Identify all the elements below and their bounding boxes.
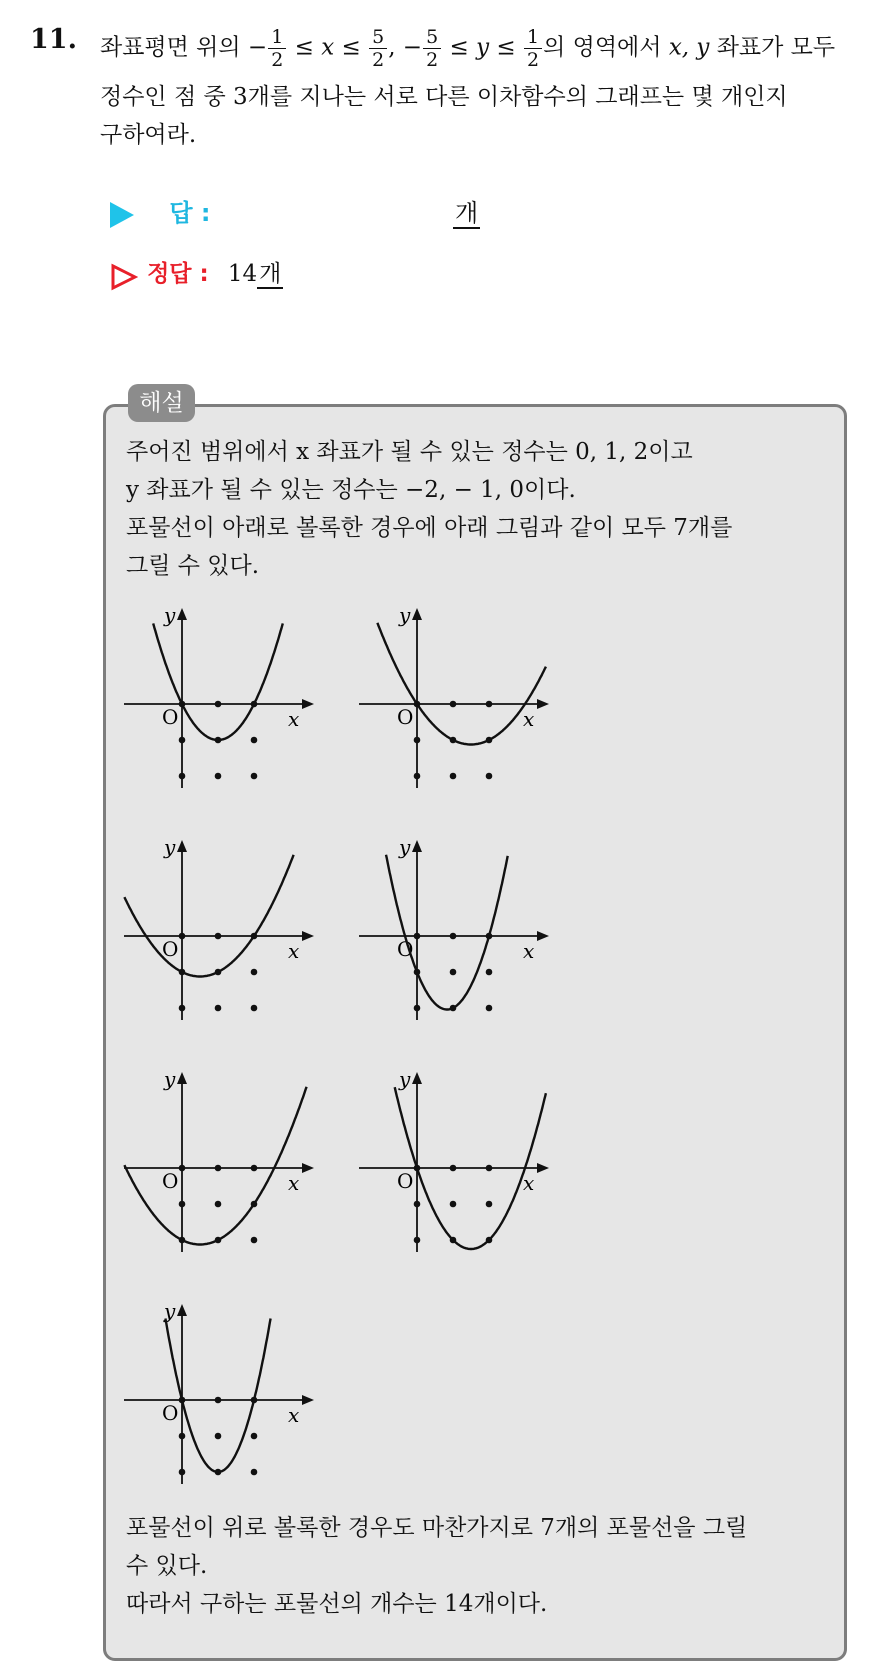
parabola-graph-4 — [355, 828, 575, 1028]
lattice-point — [450, 773, 457, 780]
y-axis-label: y — [399, 1067, 411, 1091]
lattice-point — [251, 1005, 258, 1012]
lattice-point — [179, 1433, 186, 1440]
x-axis-label: x — [288, 1171, 300, 1195]
answer-label: 답 : — [169, 199, 211, 227]
fraction-4: $\frac{1}{2}$ — [524, 26, 542, 71]
lattice-point — [215, 1005, 222, 1012]
solution-tab: 해설 — [128, 384, 195, 422]
parabola-graph-2 — [355, 596, 575, 796]
question-line-1: 좌표평면 위의 − $\frac{1}{2}$ ≤ x ≤ $\frac{5}{2}$ , − $\frac{5}{2}$ ≤ y ≤ $\frac{1}{2}$ 의 영역에서 x, y 좌표가 모두 — [100, 26, 836, 71]
y-axis-arrow — [412, 840, 422, 852]
lattice-point — [414, 773, 421, 780]
lattice-point — [414, 933, 421, 940]
fraction-1: $\frac{1}{2}$ — [268, 26, 286, 71]
y-axis-label: y — [164, 1299, 176, 1323]
solution-line-1: 주어진 범위에서 x 좌표가 될 수 있는 정수는 0, 1, 2이고 — [126, 439, 693, 465]
lattice-point — [486, 1005, 493, 1012]
lattice-point — [251, 1165, 258, 1172]
origin-label: O — [162, 1169, 179, 1193]
answer-row — [110, 193, 210, 228]
outline-play-icon — [110, 263, 138, 291]
x-axis-arrow — [302, 699, 314, 709]
lattice-point — [450, 701, 457, 708]
lattice-point — [179, 1005, 186, 1012]
x-axis-label: x — [288, 707, 300, 731]
x-axis-arrow — [537, 1163, 549, 1173]
solution-line-5: 포물선이 위로 볼록한 경우도 마찬가지로 7개의 포물선을 그릴 — [126, 1515, 748, 1541]
lattice-point — [414, 1237, 421, 1244]
solution-line-4: 그릴 수 있다. — [126, 553, 260, 579]
lattice-point — [486, 701, 493, 708]
lattice-point — [414, 1005, 421, 1012]
lattice-point — [251, 1237, 258, 1244]
solution-line-7: 따라서 구하는 포물선의 개수는 14개이다. — [126, 1591, 548, 1617]
question-line-3: 구하여라. — [100, 122, 197, 148]
lattice-point — [251, 773, 258, 780]
y-axis-arrow — [177, 1304, 187, 1316]
x-axis-label: x — [523, 1171, 535, 1195]
lattice-point — [179, 1165, 186, 1172]
y-axis-label: y — [164, 835, 176, 859]
play-icon — [110, 202, 134, 228]
lattice-point — [215, 1165, 222, 1172]
lattice-point — [215, 933, 222, 940]
lattice-point — [215, 1201, 222, 1208]
lattice-point — [414, 1201, 421, 1208]
lattice-point — [215, 1397, 222, 1404]
x-axis-arrow — [302, 1395, 314, 1405]
y-axis-label: y — [399, 603, 411, 627]
origin-label: O — [162, 1401, 179, 1425]
answer-blank[interactable] — [453, 193, 480, 228]
parabola-curve — [124, 855, 293, 977]
question-line-2: 정수인 점 중 3개를 지나는 서로 다른 이차함수의 그래프는 몇 개인지 — [100, 84, 788, 110]
y-axis-arrow — [177, 608, 187, 620]
parabola-graph-5 — [120, 1060, 340, 1260]
fraction-3: $\frac{5}{2}$ — [423, 26, 441, 71]
y-axis-arrow — [177, 840, 187, 852]
parabola-curve — [124, 1087, 306, 1245]
lattice-point — [179, 933, 186, 940]
lattice-point — [414, 737, 421, 744]
lattice-point — [251, 1469, 258, 1476]
origin-label: O — [397, 1169, 414, 1193]
y-axis-arrow — [412, 1072, 422, 1084]
lattice-point — [450, 933, 457, 940]
lattice-point — [486, 773, 493, 780]
lattice-point — [450, 969, 457, 976]
parabola-graph-3 — [120, 828, 340, 1028]
lattice-point — [215, 773, 222, 780]
correct-value: 14 — [227, 261, 258, 287]
x-axis-arrow — [537, 699, 549, 709]
question-number: 11. — [30, 24, 77, 55]
solution-line-3: 포물선이 아래로 볼록한 경우에 아래 그림과 같이 모두 7개를 — [126, 515, 733, 541]
parabola-graph-7 — [120, 1292, 340, 1492]
x-axis-arrow — [537, 931, 549, 941]
x-axis-arrow — [302, 931, 314, 941]
x-axis-arrow — [302, 1163, 314, 1173]
lattice-point — [179, 737, 186, 744]
fraction-2: $\frac{5}{2}$ — [369, 26, 387, 71]
y-axis-arrow — [412, 608, 422, 620]
x-axis-label: x — [288, 1403, 300, 1427]
x-axis-label: x — [523, 939, 535, 963]
origin-label: O — [162, 937, 179, 961]
solution-line-6: 수 있다. — [126, 1553, 208, 1579]
y-axis-label: y — [164, 1067, 176, 1091]
lattice-point — [179, 773, 186, 780]
lattice-point — [251, 1433, 258, 1440]
lattice-point — [251, 969, 258, 976]
parabola-curve — [386, 855, 508, 1010]
y-axis-label: y — [399, 835, 411, 859]
lattice-point — [450, 1201, 457, 1208]
solution-line-2: y 좌표가 될 수 있는 정수는 −2, − 1, 0이다. — [126, 477, 576, 503]
lattice-point — [486, 1201, 493, 1208]
question-text-a: 좌표평면 위의 − — [100, 34, 268, 61]
correct-label: 정답 : — [147, 261, 209, 287]
lattice-point — [486, 1165, 493, 1172]
lattice-point — [215, 1433, 222, 1440]
lattice-point — [179, 1201, 186, 1208]
parabola-graph-6 — [355, 1060, 575, 1260]
lattice-point — [215, 701, 222, 708]
lattice-point — [450, 1165, 457, 1172]
y-axis-arrow — [177, 1072, 187, 1084]
lattice-point — [486, 969, 493, 976]
y-axis-label: y — [164, 603, 176, 627]
answer-unit: 개 — [455, 199, 479, 227]
x-axis-label: x — [288, 939, 300, 963]
correct-answer-row — [110, 255, 283, 291]
lattice-point — [251, 737, 258, 744]
origin-label: O — [397, 705, 414, 729]
x-axis-label: x — [523, 707, 535, 731]
origin-label: O — [397, 937, 414, 961]
parabola-graph-1 — [120, 596, 340, 796]
origin-label: O — [162, 705, 179, 729]
lattice-point — [179, 1469, 186, 1476]
correct-unit: 개 — [259, 261, 282, 287]
